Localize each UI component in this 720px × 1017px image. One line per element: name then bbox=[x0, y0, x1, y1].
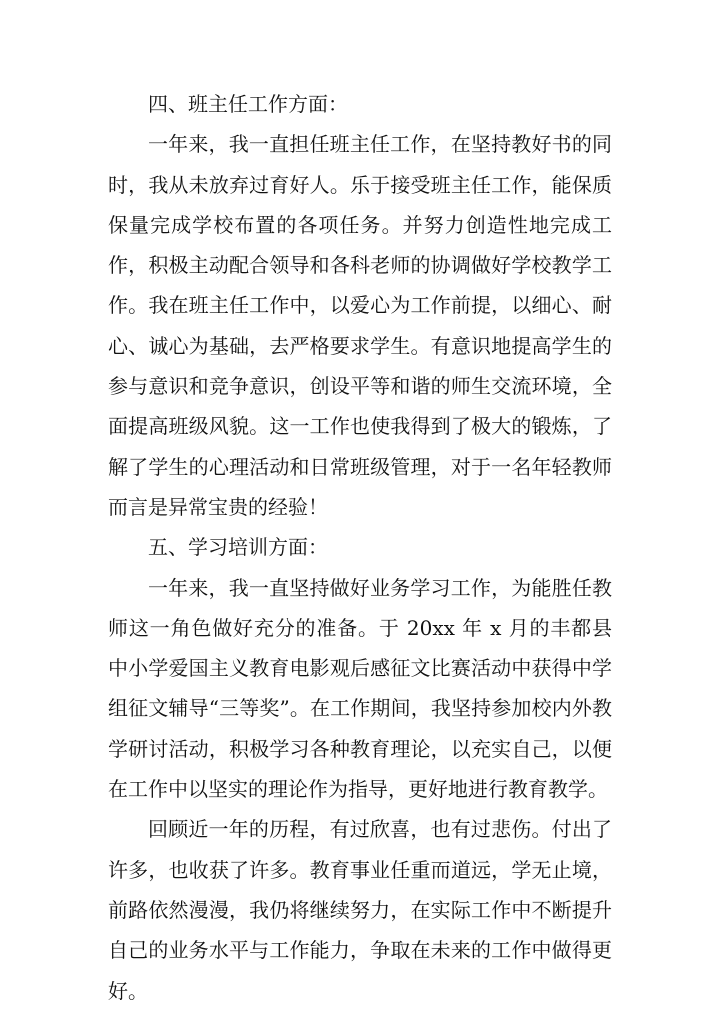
section-heading-training: 五、学习培训方面： bbox=[148, 535, 328, 560]
paragraph-conclusion: 回顾近一年的历程，有过欣喜，也有过悲伤。付出了许多，也收获了许多。教育事业任重而道远，学无止境，前路依然漫漫，我仍将继续努力，在实际工作中不断提升自己的业务水平与工作能力，争取在未来的工作中做得更好。 bbox=[108, 817, 612, 1003]
paragraph-class-teacher: 一年来，我一直担任班主任工作，在坚持教好书的同时，我从未放弃过育好人。乐于接受班主任工作，能保质保量完成学校布置的各项任务。并努力创造性地完成工作，积极主动配合领导和各科老师的协调做好学校教学工作。我在班主任工作中，以爱心为工作前提，以细心、耐心、诚心为基础，去严格要求学生。有意识地提高学生的参与意识和竞争意识，创设平等和谐的师生交流环境，全面提高班级风貌。这一工作也使我得到了极大的锻炼，了解了学生的心理活动和日常班级管理，对于一名年轻教师而言是异常宝贵的经验！ bbox=[108, 132, 612, 519]
section-heading-class-teacher: 四、班主任工作方面： bbox=[148, 92, 348, 116]
document-page bbox=[108, 84, 612, 1011]
paragraph-training: 一年来，我一直坚持做好业务学习工作，为能胜任教师这一角色做好充分的准备。于 20xx 年 x 月的丰都县中小学爱国主义教育电影观后感征文比赛活动中获得中学组征文辅导“三等奖”。在工作期间，我坚持参加校内外教学研讨活动，积极学习各种教育理论，以充实自己，以便在工作中以坚实的理论作为指导，更好地进行教育教学。 bbox=[108, 575, 612, 802]
